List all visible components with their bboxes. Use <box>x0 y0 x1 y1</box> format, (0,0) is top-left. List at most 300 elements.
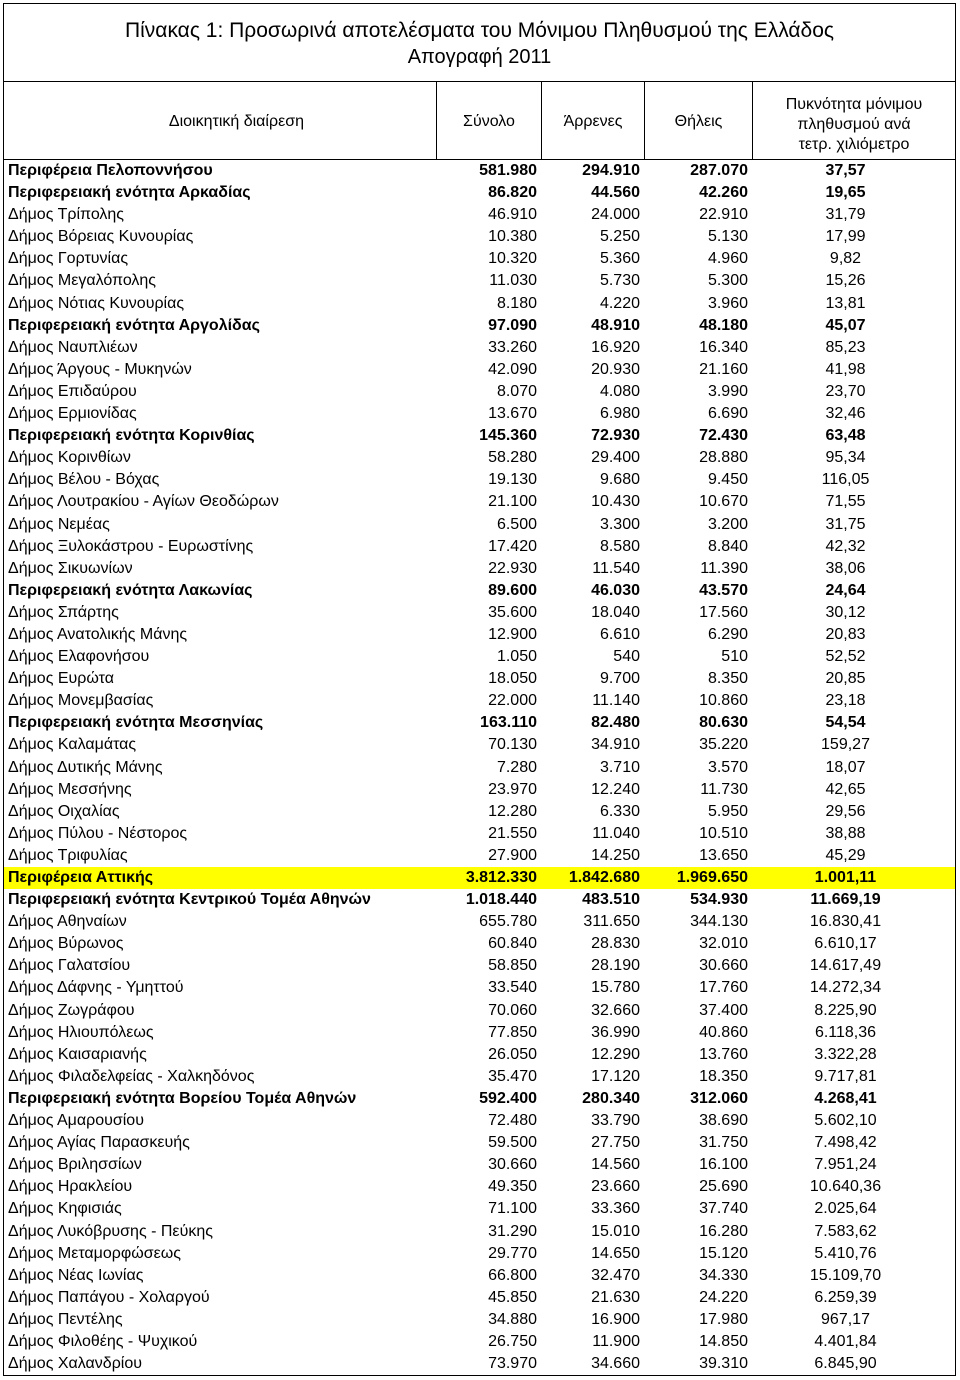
row-total: 26.750 <box>488 1332 537 1350</box>
row-density: 14.272,34 <box>809 979 882 997</box>
table-row <box>4 491 955 513</box>
table-row <box>4 911 955 933</box>
row-density: 24,64 <box>825 581 866 599</box>
table-row <box>4 381 955 403</box>
row-total: 33.540 <box>488 979 537 997</box>
row-name: Δήμος Ζωγράφου <box>8 1001 135 1019</box>
table-row <box>4 734 955 756</box>
row-name: Δήμος Λουτρακίου - Αγίων Θεοδώρων <box>8 493 279 511</box>
row-name: Δήμος Βόρειας Κυνουρίας <box>8 228 194 246</box>
row-name: Δήμος Επιδαύρου <box>8 382 137 400</box>
row-density: 9.717,81 <box>814 1067 877 1085</box>
row-male: 34.660 <box>591 1355 640 1373</box>
row-male: 10.430 <box>591 493 640 511</box>
row-density: 37,57 <box>825 162 866 179</box>
row-density: 3.322,28 <box>814 1045 877 1063</box>
row-female: 30.660 <box>699 957 748 975</box>
row-male: 14.650 <box>591 1244 640 1262</box>
header-female: Θήλεις <box>644 82 752 159</box>
table-row <box>4 514 955 536</box>
row-name: Περιφερειακή ενότητα Κεντρικού Τομέα Αθηνών <box>8 891 371 909</box>
row-male: 33.360 <box>591 1200 640 1218</box>
row-total: 6.500 <box>496 515 537 533</box>
page-title: Πίνακας 1: Προσωρινά αποτελέσματα του Μόνιμου Πληθυσμού της Ελλάδος <box>124 19 835 42</box>
row-female: 10.670 <box>699 493 748 511</box>
row-female: 28.880 <box>699 449 748 467</box>
table-row <box>4 1000 955 1022</box>
row-density: 11.669,19 <box>810 891 881 909</box>
row-male: 9.680 <box>599 471 640 489</box>
row-male: 44.560 <box>591 184 640 202</box>
row-female: 4.960 <box>707 250 748 268</box>
row-name: Δήμος Δυτικής Μάνης <box>8 758 163 776</box>
row-female: 34.330 <box>699 1266 748 1284</box>
row-density: 15,26 <box>825 272 866 290</box>
table-row <box>4 536 955 558</box>
table-row <box>4 270 955 292</box>
row-male: 11.040 <box>592 824 640 842</box>
header-total: Σύνολο <box>436 82 541 159</box>
table-row <box>4 889 955 911</box>
row-female: 8.840 <box>707 537 748 555</box>
table-row <box>4 602 955 624</box>
row-total: 21.100 <box>488 493 537 511</box>
row-name: Δήμος Νεμέας <box>8 515 110 533</box>
row-name: Δήμος Βέλου - Βόχας <box>8 471 160 489</box>
table-row <box>4 1198 955 1220</box>
row-female: 32.010 <box>699 935 748 953</box>
row-female: 6.290 <box>707 625 748 643</box>
row-density: 159,27 <box>821 736 870 754</box>
row-name: Δήμος Τρίπολης <box>8 206 125 224</box>
row-female: 16.340 <box>699 338 748 356</box>
row-male: 6.330 <box>599 802 640 820</box>
row-total: 22.930 <box>488 559 537 577</box>
row-total: 72.480 <box>488 1112 537 1130</box>
row-name: Δήμος Κηφισιάς <box>8 1200 122 1218</box>
header-density-line1: Πυκνότητα μόνιμου <box>785 96 923 113</box>
table-row <box>4 1110 955 1132</box>
row-male: 4.220 <box>599 294 640 312</box>
row-name: Περιφερειακή ενότητα Αργολίδας <box>8 316 260 334</box>
row-female: 18.350 <box>699 1067 748 1085</box>
header-density-line3: τετρ. χιλιόμετρο <box>798 136 910 153</box>
row-name: Περιφέρεια Αττικής <box>8 869 154 886</box>
row-total: 12.900 <box>488 625 537 643</box>
row-density: 63,48 <box>825 427 866 445</box>
row-density: 5.410,76 <box>814 1244 877 1262</box>
row-density: 41,98 <box>825 360 866 378</box>
table-row <box>4 668 955 690</box>
row-male: 17.120 <box>591 1067 640 1085</box>
row-total: 26.050 <box>488 1045 537 1063</box>
population-table <box>3 3 956 1376</box>
row-total: 97.090 <box>488 316 537 334</box>
table-row <box>4 1243 955 1265</box>
row-total: 35.470 <box>488 1067 537 1085</box>
table-row <box>4 977 955 999</box>
row-male: 16.920 <box>591 338 640 356</box>
row-male: 5.730 <box>599 272 640 290</box>
row-male: 15.780 <box>591 979 640 997</box>
table-row <box>4 779 955 801</box>
row-total: 655.780 <box>479 913 537 931</box>
row-total: 33.260 <box>488 338 537 356</box>
row-density: 14.617,49 <box>809 957 882 975</box>
row-total: 12.280 <box>488 802 537 820</box>
row-female: 344.130 <box>690 913 748 931</box>
row-female: 534.930 <box>690 891 748 909</box>
row-name: Δήμος Μεσσήνης <box>8 780 132 798</box>
row-density: 20,83 <box>825 625 866 643</box>
row-male: 1.842.680 <box>568 869 640 886</box>
row-male: 32.470 <box>591 1266 640 1284</box>
row-male: 9.700 <box>599 670 640 688</box>
table-row <box>4 801 955 823</box>
row-female: 72.430 <box>699 427 748 445</box>
row-name: Δήμος Αμαρουσίου <box>8 1112 144 1130</box>
row-density: 5.602,10 <box>814 1112 877 1130</box>
row-density: 29,56 <box>825 802 866 820</box>
row-total: 3.812.330 <box>465 869 537 886</box>
row-male: 32.660 <box>591 1001 640 1019</box>
table-row <box>4 1154 955 1176</box>
row-female: 80.630 <box>699 714 748 732</box>
row-name: Δήμος Άργους - Μυκηνών <box>8 360 192 378</box>
row-density: 2.025,64 <box>814 1200 877 1218</box>
row-total: 13.670 <box>488 405 537 423</box>
row-total: 58.280 <box>488 449 537 467</box>
row-female: 10.860 <box>699 692 748 710</box>
table-row <box>4 182 955 204</box>
row-total: 21.550 <box>488 824 537 842</box>
row-total: 30.660 <box>488 1156 537 1174</box>
row-name: Δήμος Χαλανδρίου <box>8 1355 142 1373</box>
row-male: 16.900 <box>591 1310 640 1328</box>
row-female: 5.300 <box>707 272 748 290</box>
row-name: Δήμος Ερμιονίδας <box>8 405 137 423</box>
row-name: Περιφέρεια Πελοποννήσου <box>8 162 213 179</box>
title-box <box>4 4 955 82</box>
row-female: 8.350 <box>707 670 748 688</box>
table-row <box>4 204 955 226</box>
row-male: 24.000 <box>591 206 640 224</box>
table-row <box>4 315 955 337</box>
table-row <box>4 1309 955 1331</box>
row-name: Δήμος Βύρωνος <box>8 935 124 953</box>
row-female: 11.390 <box>700 559 748 577</box>
row-density: 967,17 <box>821 1310 870 1328</box>
row-name: Περιφερειακή ενότητα Βορείου Τομέα Αθηνών <box>8 1089 357 1107</box>
row-total: 18.050 <box>488 670 537 688</box>
row-male: 5.360 <box>599 250 640 268</box>
table-row <box>4 1132 955 1154</box>
row-male: 3.710 <box>599 758 640 776</box>
row-male: 6.610 <box>599 625 640 643</box>
table-row <box>4 226 955 248</box>
row-density: 15.109,70 <box>809 1266 882 1284</box>
table-row <box>4 1287 955 1309</box>
row-female: 24.220 <box>699 1288 748 1306</box>
row-name: Δήμος Δάφνης - Υμηττού <box>8 979 184 997</box>
row-female: 3.960 <box>707 294 748 312</box>
row-female: 9.450 <box>707 471 748 489</box>
row-male: 33.790 <box>591 1112 640 1130</box>
row-density: 10.640,36 <box>809 1178 882 1196</box>
table-row <box>4 580 955 602</box>
table-row <box>4 646 955 668</box>
row-female: 40.860 <box>699 1023 748 1041</box>
row-name: Δήμος Παπάγου - Χολαργού <box>8 1288 210 1306</box>
row-female: 5.130 <box>707 228 748 246</box>
row-male: 311.650 <box>583 913 640 931</box>
table-row <box>4 624 955 646</box>
row-total: 592.400 <box>479 1089 537 1107</box>
row-male: 12.290 <box>591 1045 640 1063</box>
row-total: 8.070 <box>496 382 537 400</box>
row-density: 18,07 <box>825 758 866 776</box>
row-total: 17.420 <box>488 537 537 555</box>
row-total: 1.050 <box>496 648 537 666</box>
row-male: 540 <box>613 648 640 666</box>
row-female: 42.260 <box>699 184 748 202</box>
row-name: Δήμος Ηλιουπόλεως <box>8 1023 154 1041</box>
row-density: 13,81 <box>825 294 866 312</box>
table-row <box>4 359 955 381</box>
row-density: 31,75 <box>825 515 866 533</box>
table-row <box>4 845 955 867</box>
row-total: 27.900 <box>488 846 537 864</box>
table-row <box>4 403 955 425</box>
row-female: 17.560 <box>699 603 748 621</box>
row-name: Δήμος Μεταμορφώσεως <box>8 1244 181 1262</box>
table-row <box>4 1022 955 1044</box>
row-male: 8.580 <box>599 537 640 555</box>
row-name: Δήμος Γορτυνίας <box>8 250 129 268</box>
table-row <box>4 955 955 977</box>
row-total: 70.130 <box>488 736 537 754</box>
row-total: 86.820 <box>488 184 537 202</box>
row-total: 11.030 <box>489 272 537 290</box>
row-name: Δήμος Βριλησσίων <box>8 1156 142 1174</box>
row-male: 483.510 <box>582 891 640 909</box>
table-row <box>4 1265 955 1287</box>
table-row <box>4 1044 955 1066</box>
table-body <box>4 160 955 1375</box>
row-density: 7.583,62 <box>814 1222 877 1240</box>
row-female: 37.400 <box>699 1001 748 1019</box>
row-female: 6.690 <box>707 405 748 423</box>
row-total: 31.290 <box>488 1222 537 1240</box>
row-female: 3.570 <box>707 758 748 776</box>
row-female: 13.650 <box>699 846 748 864</box>
row-female: 16.280 <box>699 1222 748 1240</box>
row-total: 1.018.440 <box>465 891 537 909</box>
row-total: 49.350 <box>488 1178 537 1196</box>
row-total: 59.500 <box>488 1134 537 1152</box>
row-male: 294.910 <box>582 162 640 179</box>
table-row <box>4 1221 955 1243</box>
row-name: Περιφερειακή ενότητα Μεσσηνίας <box>8 714 264 732</box>
row-female: 31.750 <box>699 1134 748 1152</box>
row-male: 72.930 <box>591 427 640 445</box>
row-density: 32,46 <box>825 405 866 423</box>
row-name: Δήμος Νέας Ιωνίας <box>8 1266 144 1284</box>
row-name: Δήμος Ηρακλείου <box>8 1178 133 1196</box>
row-female: 43.570 <box>699 581 748 599</box>
row-name: Δήμος Φιλοθέης - Ψυχικού <box>8 1332 198 1350</box>
row-female: 11.730 <box>700 780 748 798</box>
row-female: 13.760 <box>699 1045 748 1063</box>
row-name: Δήμος Καλαμάτας <box>8 736 137 754</box>
row-female: 14.850 <box>699 1332 748 1350</box>
table-row <box>4 337 955 359</box>
row-density: 71,55 <box>825 493 866 511</box>
row-female: 37.740 <box>699 1200 748 1218</box>
row-female: 21.160 <box>699 360 748 378</box>
row-male: 27.750 <box>591 1134 640 1152</box>
row-female: 17.760 <box>699 979 748 997</box>
row-female: 38.690 <box>699 1112 748 1130</box>
row-total: 35.600 <box>488 603 537 621</box>
row-female: 3.200 <box>707 515 748 533</box>
row-total: 46.910 <box>488 206 537 224</box>
table-row <box>4 933 955 955</box>
row-name: Δήμος Τριφυλίας <box>8 846 128 864</box>
row-density: 6.118,36 <box>814 1023 877 1041</box>
row-male: 280.340 <box>582 1089 640 1107</box>
row-female: 10.510 <box>699 824 748 842</box>
row-male: 28.190 <box>591 957 640 975</box>
row-total: 73.970 <box>488 1355 537 1373</box>
row-density: 42,32 <box>825 537 866 555</box>
row-male: 11.900 <box>592 1332 640 1350</box>
table-row <box>4 1176 955 1198</box>
row-name: Δήμος Μονεμβασίας <box>8 692 154 710</box>
row-name: Περιφερειακή ενότητα Κορινθίας <box>8 427 255 445</box>
page-subtitle: Απογραφή 2011 <box>407 46 552 68</box>
row-density: 7.951,24 <box>814 1156 877 1174</box>
row-female: 25.690 <box>699 1178 748 1196</box>
header-density-line2: πληθυσμού ανά <box>797 116 911 133</box>
row-density: 6.259,39 <box>814 1288 877 1306</box>
table-row <box>4 425 955 447</box>
row-density: 23,70 <box>825 382 866 400</box>
row-male: 36.990 <box>591 1023 640 1041</box>
row-female: 1.969.650 <box>676 869 748 886</box>
row-name: Δήμος Πύλου - Νέστορος <box>8 824 188 842</box>
row-name: Δήμος Λυκόβρυσης - Πεύκης <box>8 1222 213 1240</box>
row-density: 42,65 <box>825 780 866 798</box>
row-male: 6.980 <box>599 405 640 423</box>
row-female: 312.060 <box>690 1089 748 1107</box>
row-density: 45,29 <box>825 846 866 864</box>
row-density: 85,23 <box>825 338 866 356</box>
row-name: Δήμος Ευρώτα <box>8 670 114 688</box>
table-row <box>4 469 955 491</box>
row-female: 39.310 <box>699 1355 748 1373</box>
row-total: 163.110 <box>480 714 537 732</box>
table-row <box>4 1066 955 1088</box>
row-density: 20,85 <box>825 670 866 688</box>
row-male: 15.010 <box>591 1222 640 1240</box>
row-male: 18.040 <box>591 603 640 621</box>
row-female: 3.990 <box>707 382 748 400</box>
row-name: Περιφερειακή ενότητα Λακωνίας <box>8 581 253 599</box>
table-row <box>4 160 955 182</box>
table-row <box>4 712 955 734</box>
row-density: 19,65 <box>825 184 866 202</box>
table-row <box>4 1331 955 1353</box>
row-female: 510 <box>721 648 748 666</box>
row-female: 35.220 <box>699 736 748 754</box>
header-male: Άρρενες <box>541 82 644 159</box>
row-name: Δήμος Αγίας Παρασκευής <box>8 1134 190 1152</box>
row-male: 11.540 <box>592 559 640 577</box>
row-total: 70.060 <box>488 1001 537 1019</box>
row-total: 45.850 <box>488 1288 537 1306</box>
row-total: 581.980 <box>479 162 537 179</box>
row-female: 17.980 <box>699 1310 748 1328</box>
row-total: 8.180 <box>496 294 537 312</box>
row-name: Δήμος Ανατολικής Μάνης <box>8 625 188 643</box>
row-name: Δήμος Πεντέλης <box>8 1310 123 1328</box>
row-male: 21.630 <box>591 1288 640 1306</box>
row-male: 3.300 <box>599 515 640 533</box>
row-name: Δήμος Φιλαδελφείας - Χαλκηδόνος <box>8 1067 255 1085</box>
row-density: 54,54 <box>825 714 866 732</box>
row-density: 30,12 <box>825 603 866 621</box>
row-density: 6.845,90 <box>814 1355 877 1373</box>
table-row <box>4 757 955 779</box>
row-name: Δήμος Κορινθίων <box>8 449 131 467</box>
row-density: 4.268,41 <box>814 1089 877 1107</box>
row-male: 46.030 <box>591 581 640 599</box>
row-density: 31,79 <box>825 206 866 224</box>
row-density: 45,07 <box>825 316 866 334</box>
row-name: Δήμος Σικυωνίων <box>8 559 133 577</box>
row-name: Δήμος Ελαφονήσου <box>8 648 150 666</box>
row-total: 7.280 <box>496 758 537 776</box>
row-name: Δήμος Νότιας Κυνουρίας <box>8 294 185 312</box>
row-name: Δήμος Οιχαλίας <box>8 802 120 820</box>
table-header <box>4 82 955 160</box>
row-total: 22.000 <box>488 692 537 710</box>
row-name: Δήμος Ξυλοκάστρου - Ευρωστίνης <box>8 537 254 555</box>
row-male: 28.830 <box>591 935 640 953</box>
table-row <box>4 1353 955 1375</box>
row-male: 20.930 <box>591 360 640 378</box>
header-division: Διοικητική διαίρεση <box>168 113 304 130</box>
row-density: 6.610,17 <box>814 935 877 953</box>
row-density: 17,99 <box>825 228 866 246</box>
row-density: 4.401,84 <box>814 1332 877 1350</box>
row-total: 89.600 <box>488 581 537 599</box>
row-female: 5.950 <box>707 802 748 820</box>
row-density: 38,06 <box>825 559 866 577</box>
row-male: 34.910 <box>591 736 640 754</box>
row-total: 10.320 <box>488 250 537 268</box>
row-total: 60.840 <box>488 935 537 953</box>
row-density: 9,82 <box>829 250 862 268</box>
row-density: 1.001,11 <box>814 869 877 886</box>
row-female: 16.100 <box>699 1156 748 1174</box>
table-row <box>4 1088 955 1110</box>
row-total: 19.130 <box>488 471 537 489</box>
row-total: 42.090 <box>488 360 537 378</box>
row-female: 48.180 <box>699 316 748 334</box>
row-total: 145.360 <box>479 427 537 445</box>
